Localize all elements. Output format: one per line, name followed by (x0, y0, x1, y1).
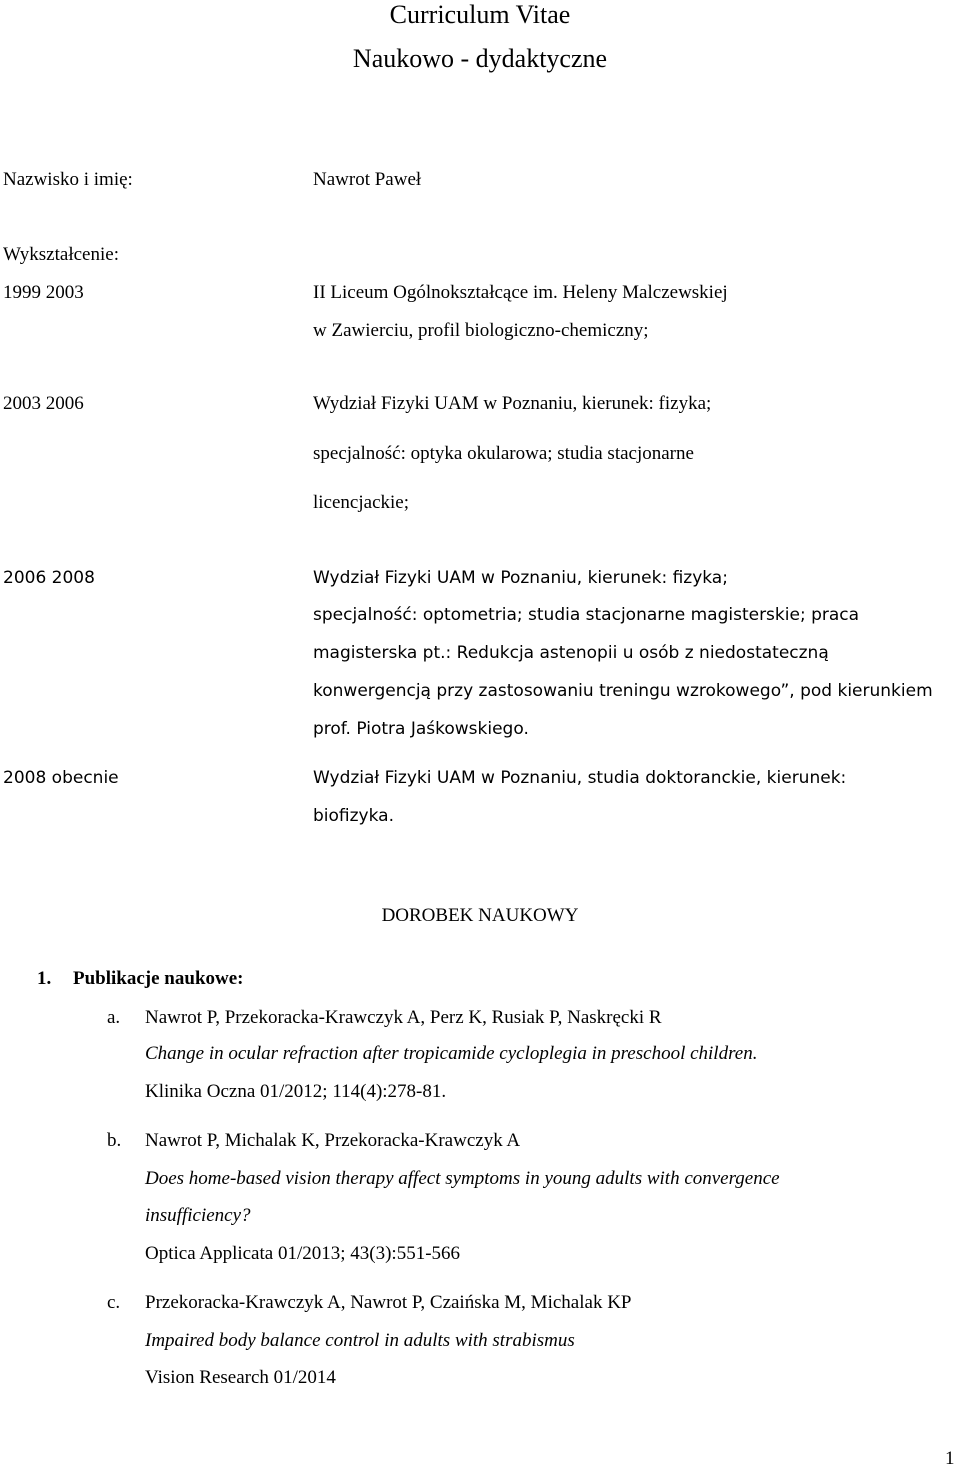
achievements-heading: DOROBEK NAUKOWY (381, 905, 579, 926)
document-subtitle: Naukowo - dydaktyczne (352, 44, 608, 73)
education-line: specjalność: optometria; studia stacjonarne magisterskie; praca (313, 605, 860, 625)
publication-title: insufficiency? (145, 1205, 251, 1226)
education-line: licencjackie; (313, 492, 409, 513)
publication-source: Optica Applicata 01/2013; 43(3):551-566 (145, 1243, 461, 1264)
education-years: 2008 obecnie (3, 768, 119, 788)
publication-title: Impaired body balance control in adults with strabismus (145, 1330, 575, 1351)
education-line: magisterska pt.: Redukcja astenopii u osób z niedostateczną (313, 643, 829, 663)
education-line: specjalność: optyka okularowa; studia stacjonarne (313, 443, 694, 464)
document-title: Curriculum Vitae (389, 0, 571, 29)
education-line: konwergencją przy zastosowaniu treningu wzrokowego”, pod kierunkiem (313, 681, 933, 701)
publication-title: Does home-based vision therapy affect symptoms in young adults with convergence (145, 1168, 780, 1189)
name-value: Nawrot Paweł (313, 169, 422, 190)
section-number: 1. (37, 968, 52, 989)
education-line: biofizyka. (313, 806, 394, 826)
publication-source: Vision Research 01/2014 (145, 1367, 336, 1388)
publication-authors: Przekoracka-Krawczyk A, Nawrot P, Czaińska M, Michalak KP (145, 1292, 632, 1313)
education-years: 2003 2006 (3, 393, 84, 414)
education-line: Wydział Fizyki UAM w Poznaniu, kierunek: fizyka; (313, 393, 712, 414)
publication-authors: Nawrot P, Michalak K, Przekoracka-Krawczyk A (145, 1130, 521, 1151)
education-heading: Wykształcenie: (3, 244, 119, 265)
publication-letter: c. (107, 1292, 121, 1313)
education-years: 1999 2003 (3, 282, 84, 303)
education-years: 2006 2008 (3, 568, 95, 588)
page-number: 1 (945, 1448, 955, 1469)
education-line: Wydział Fizyki UAM w Poznaniu, studia doktoranckie, kierunek: (313, 768, 847, 788)
section-title: Publikacje naukowe: (73, 968, 244, 989)
education-line: w Zawierciu, profil biologiczno-chemiczny; (313, 320, 649, 341)
publication-letter: a. (107, 1007, 121, 1028)
publication-source: Klinika Oczna 01/2012; 114(4):278-81. (145, 1081, 447, 1102)
publication-title: Change in ocular refraction after tropicamide cycloplegia in preschool children. (145, 1043, 758, 1064)
education-line: prof. Piotra Jaśkowskiego. (313, 719, 529, 739)
education-line: Wydział Fizyki UAM w Poznaniu, kierunek: fizyka; (313, 568, 728, 588)
name-label: Nazwisko i imię: (3, 169, 133, 190)
publication-letter: b. (107, 1130, 122, 1151)
education-line: II Liceum Ogólnokształcące im. Heleny Malczewskiej (313, 282, 728, 303)
publication-authors: Nawrot P, Przekoracka-Krawczyk A, Perz K, Rusiak P, Naskręcki R (145, 1007, 662, 1028)
